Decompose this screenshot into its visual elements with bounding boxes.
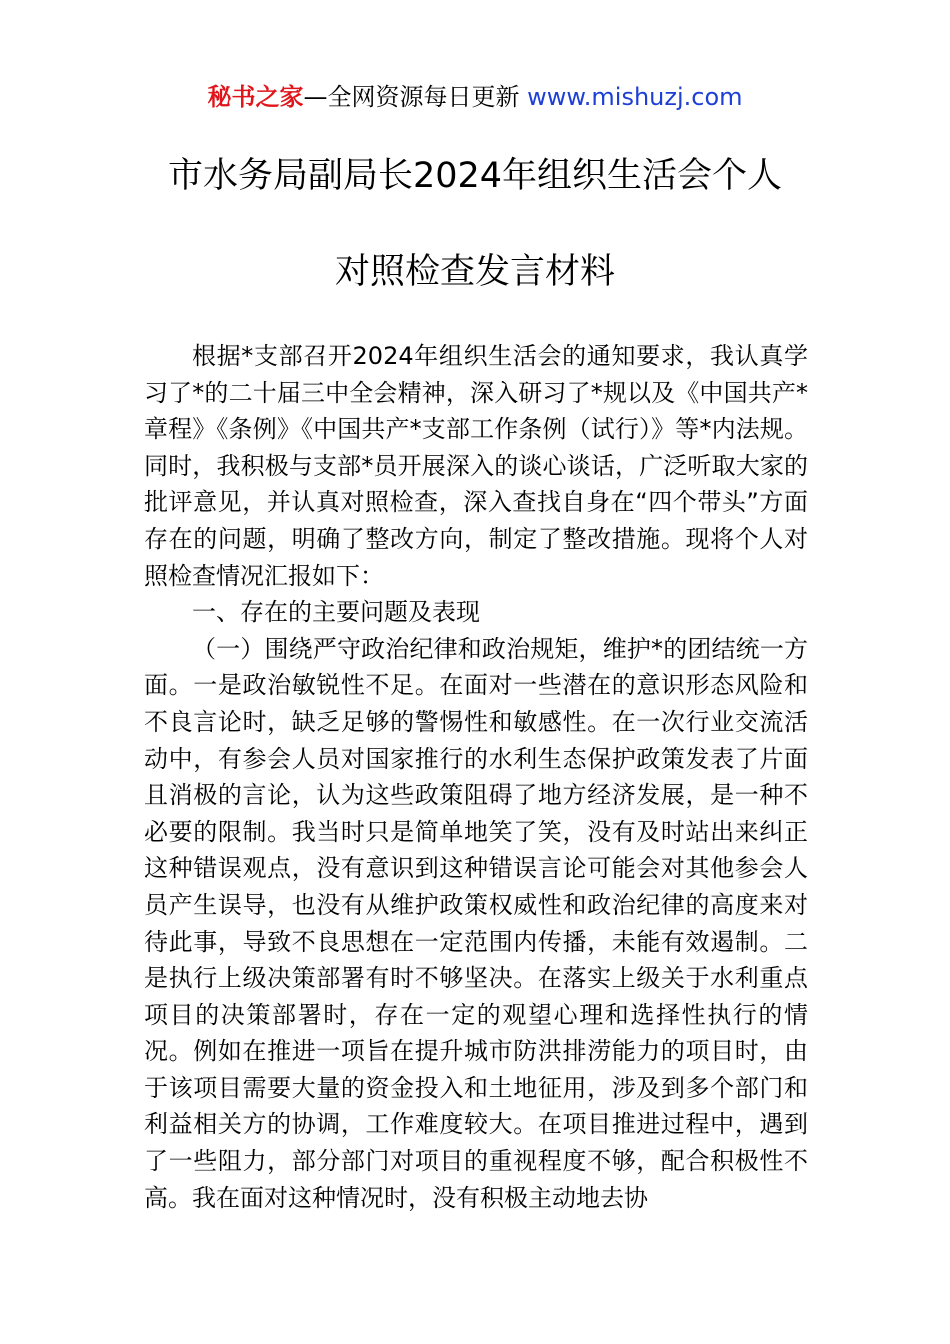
intro-paragraph: 根据*支部召开2024年组织生活会的通知要求，我认真学习了*的二十届三中全会精神，深入研习了*规以及《中国共产*章程》《条例》《中国共产*支部工作条例（试行）》等*内法规。同时，我积极与支部*员开展深入的谈心谈话，广泛听取大家的批评意见，并认真对照检查，深入查找自身在“四个带头”方面存在的问题，明确了整改方向，制定了整改措施。现将个人对照检查情况汇报如下：	[144, 342, 808, 590]
banner-slogan: —全网资源每日更新	[303, 83, 520, 111]
section-heading: 一、存在的主要问题及表现	[192, 598, 480, 627]
site-banner	[0, 80, 950, 114]
document-body	[144, 338, 808, 1216]
document-title-line-2: 对照检查发言材料	[334, 252, 615, 292]
site-url-link[interactable]: www.mishuzj.com	[527, 83, 743, 111]
body-paragraph: （一）围绕严守政治纪律和政治规矩，维护*的团结统一方面。一是政治敏锐性不足。在面对一些潜在的意识形态风险和不良言论时，缺乏足够的警惕性和敏感性。在一次行业交流活动中，有参会人员对国家推行的水利生态保护政策发表了片面且消极的言论，认为这些政策阻碍了地方经济发展，是一种不必要的限制。我当时只是简单地笑了笑，没有及时站出来纠正这种错误观点，没有意识到这种错误言论可能会对其他参会人员产生误导，也没有从维护政策权威性和政治纪律的高度来对待此事，导致不良思想在一定范围内传播，未能有效遏制。二是执行上级决策部署有时不够坚决。在落实上级关于水利重点项目的决策部署时，存在一定的观望心理和选择性执行的情况。例如在推进一项旨在提升城市防洪排涝能力的项目时，由于该项目需要大量的资金投入和土地征用，涉及到多个部门和利益相关方的协调，工作难度较大。在项目推进过程中，遇到了一些阻力，部分部门对项目的重视程度不够，配合积极性不高。我在面对这种情况时，没有积极主动地去协	[144, 634, 808, 1212]
brand-name: 秘书之家	[207, 83, 304, 111]
document-title-line-1: 市水务局副局长2024年组织生活会个人	[167, 156, 783, 196]
